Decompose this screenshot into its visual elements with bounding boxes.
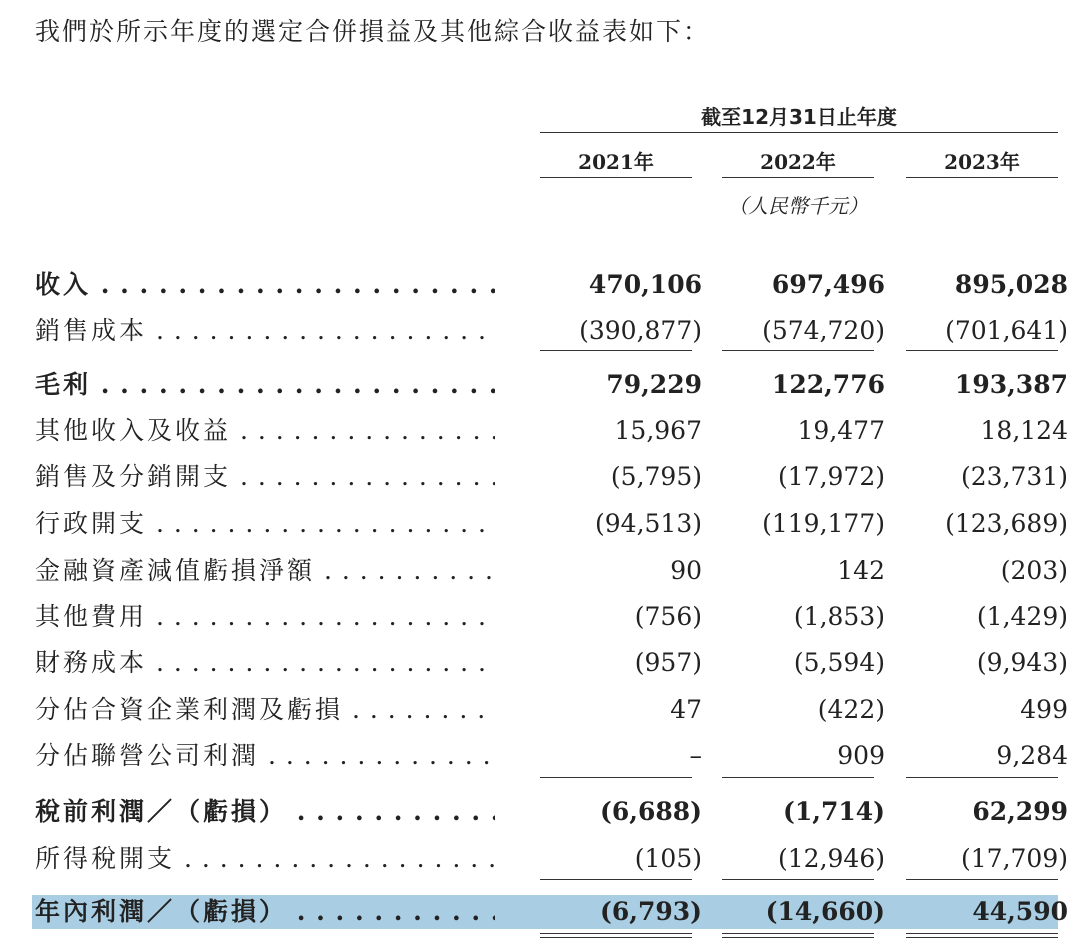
- year-header-2021: 2021年: [578, 150, 654, 174]
- unit-label: （人民幣千元）: [728, 194, 868, 218]
- subtotal-rule: [540, 879, 692, 880]
- subtotal-rule: [722, 777, 874, 778]
- table-row: [0, 736, 1080, 776]
- total-rule: [906, 937, 1058, 938]
- value-2023: 9,284: [996, 741, 1068, 770]
- table-row: [0, 551, 1080, 591]
- value-2022: 142: [837, 556, 885, 585]
- table-row: [0, 411, 1080, 451]
- value-2021: 47: [670, 695, 702, 724]
- value-2023: 895,028: [954, 270, 1068, 299]
- subtotal-rule: [906, 879, 1058, 880]
- row-label: 財務成本 . . .: [35, 643, 495, 683]
- table-row: [0, 457, 1080, 497]
- table-row: [0, 265, 1080, 305]
- value-2021: 470,106: [588, 270, 702, 299]
- value-2023: (203): [1000, 556, 1068, 585]
- total-rule: [540, 933, 692, 934]
- total-rule: [540, 937, 692, 938]
- value-2022: (14,660): [765, 897, 885, 926]
- table-row: [0, 690, 1080, 730]
- row-label: 銷售及分銷開支 . . .: [35, 457, 495, 497]
- table-row: [0, 311, 1080, 351]
- value-2021: (94,513): [595, 509, 702, 538]
- intro-text: 我們於所示年度的選定合併損益及其他綜合收益表如下：: [35, 17, 711, 46]
- value-2022: (5,594): [793, 648, 885, 677]
- value-2023: (701,641): [945, 316, 1068, 345]
- value-2021: –: [689, 741, 702, 770]
- value-2021: (756): [634, 602, 702, 631]
- subtotal-rule: [540, 350, 692, 351]
- year-rule: [906, 177, 1058, 178]
- row-label: 分佔聯營公司利潤 . . .: [35, 736, 495, 776]
- value-2021: 90: [670, 556, 702, 585]
- table-row: [0, 504, 1080, 544]
- value-2022: 697,496: [771, 270, 885, 299]
- value-2022: (119,177): [762, 509, 885, 538]
- value-2023: 18,124: [980, 416, 1068, 445]
- table-row: [0, 597, 1080, 637]
- value-2021: (6,793): [600, 897, 702, 926]
- total-rule: [906, 933, 1058, 934]
- year-rule: [722, 177, 874, 178]
- row-label: 毛利 . . .: [35, 365, 495, 405]
- row-label: 所得稅開支 . . .: [35, 839, 495, 879]
- value-2021: 79,229: [606, 370, 702, 399]
- value-2021: (390,877): [579, 316, 702, 345]
- row-label: 分佔合資企業利潤及虧損 . . .: [35, 690, 495, 730]
- subtotal-rule: [906, 350, 1058, 351]
- table-row: [0, 365, 1080, 405]
- row-label: 金融資產減值虧損淨額 . . .: [35, 551, 495, 591]
- value-2023: 62,299: [972, 797, 1068, 826]
- subtotal-rule: [540, 777, 692, 778]
- value-2023: (17,709): [961, 844, 1068, 873]
- value-2021: 15,967: [614, 416, 702, 445]
- row-label: 其他費用 . . .: [35, 597, 495, 637]
- value-2023: (23,731): [961, 462, 1068, 491]
- table-row-total: [0, 892, 1080, 932]
- subtotal-rule: [722, 350, 874, 351]
- value-2022: (574,720): [762, 316, 885, 345]
- period-header: 截至12月31日止年度: [701, 105, 897, 129]
- row-label: 稅前利潤／（虧損） . . .: [35, 792, 495, 832]
- value-2023: (123,689): [945, 509, 1068, 538]
- value-2022: (12,946): [778, 844, 885, 873]
- value-2021: (105): [634, 844, 702, 873]
- value-2022: 909: [837, 741, 885, 770]
- value-2022: (1,853): [793, 602, 885, 631]
- row-label: 收入 . . .: [35, 265, 495, 305]
- value-2023: (1,429): [976, 602, 1068, 631]
- table-row: [0, 792, 1080, 832]
- subtotal-rule: [906, 777, 1058, 778]
- table-row: [0, 643, 1080, 683]
- value-2023: 499: [1020, 695, 1068, 724]
- value-2022: 19,477: [797, 416, 885, 445]
- header-rule: [540, 132, 1058, 133]
- year-header-2023: 2023年: [944, 150, 1020, 174]
- value-2022: 122,776: [771, 370, 885, 399]
- value-2022: (17,972): [778, 462, 885, 491]
- value-2023: 44,590: [972, 897, 1068, 926]
- value-2021: (957): [634, 648, 702, 677]
- value-2022: (1,714): [783, 797, 885, 826]
- table-row: [0, 839, 1080, 879]
- subtotal-rule: [722, 879, 874, 880]
- total-rule: [722, 937, 874, 938]
- value-2021: (5,795): [610, 462, 702, 491]
- value-2021: (6,688): [600, 797, 702, 826]
- value-2022: (422): [817, 695, 885, 724]
- row-label: 年內利潤／（虧損） . . .: [35, 892, 495, 932]
- row-label: 其他收入及收益 . . .: [35, 411, 495, 451]
- total-rule: [722, 933, 874, 934]
- value-2023: 193,387: [954, 370, 1068, 399]
- year-header-2022: 2022年: [760, 150, 836, 174]
- row-label: 銷售成本 . . .: [35, 311, 495, 351]
- value-2023: (9,943): [976, 648, 1068, 677]
- row-label: 行政開支 . . .: [35, 504, 495, 544]
- year-rule: [540, 177, 692, 178]
